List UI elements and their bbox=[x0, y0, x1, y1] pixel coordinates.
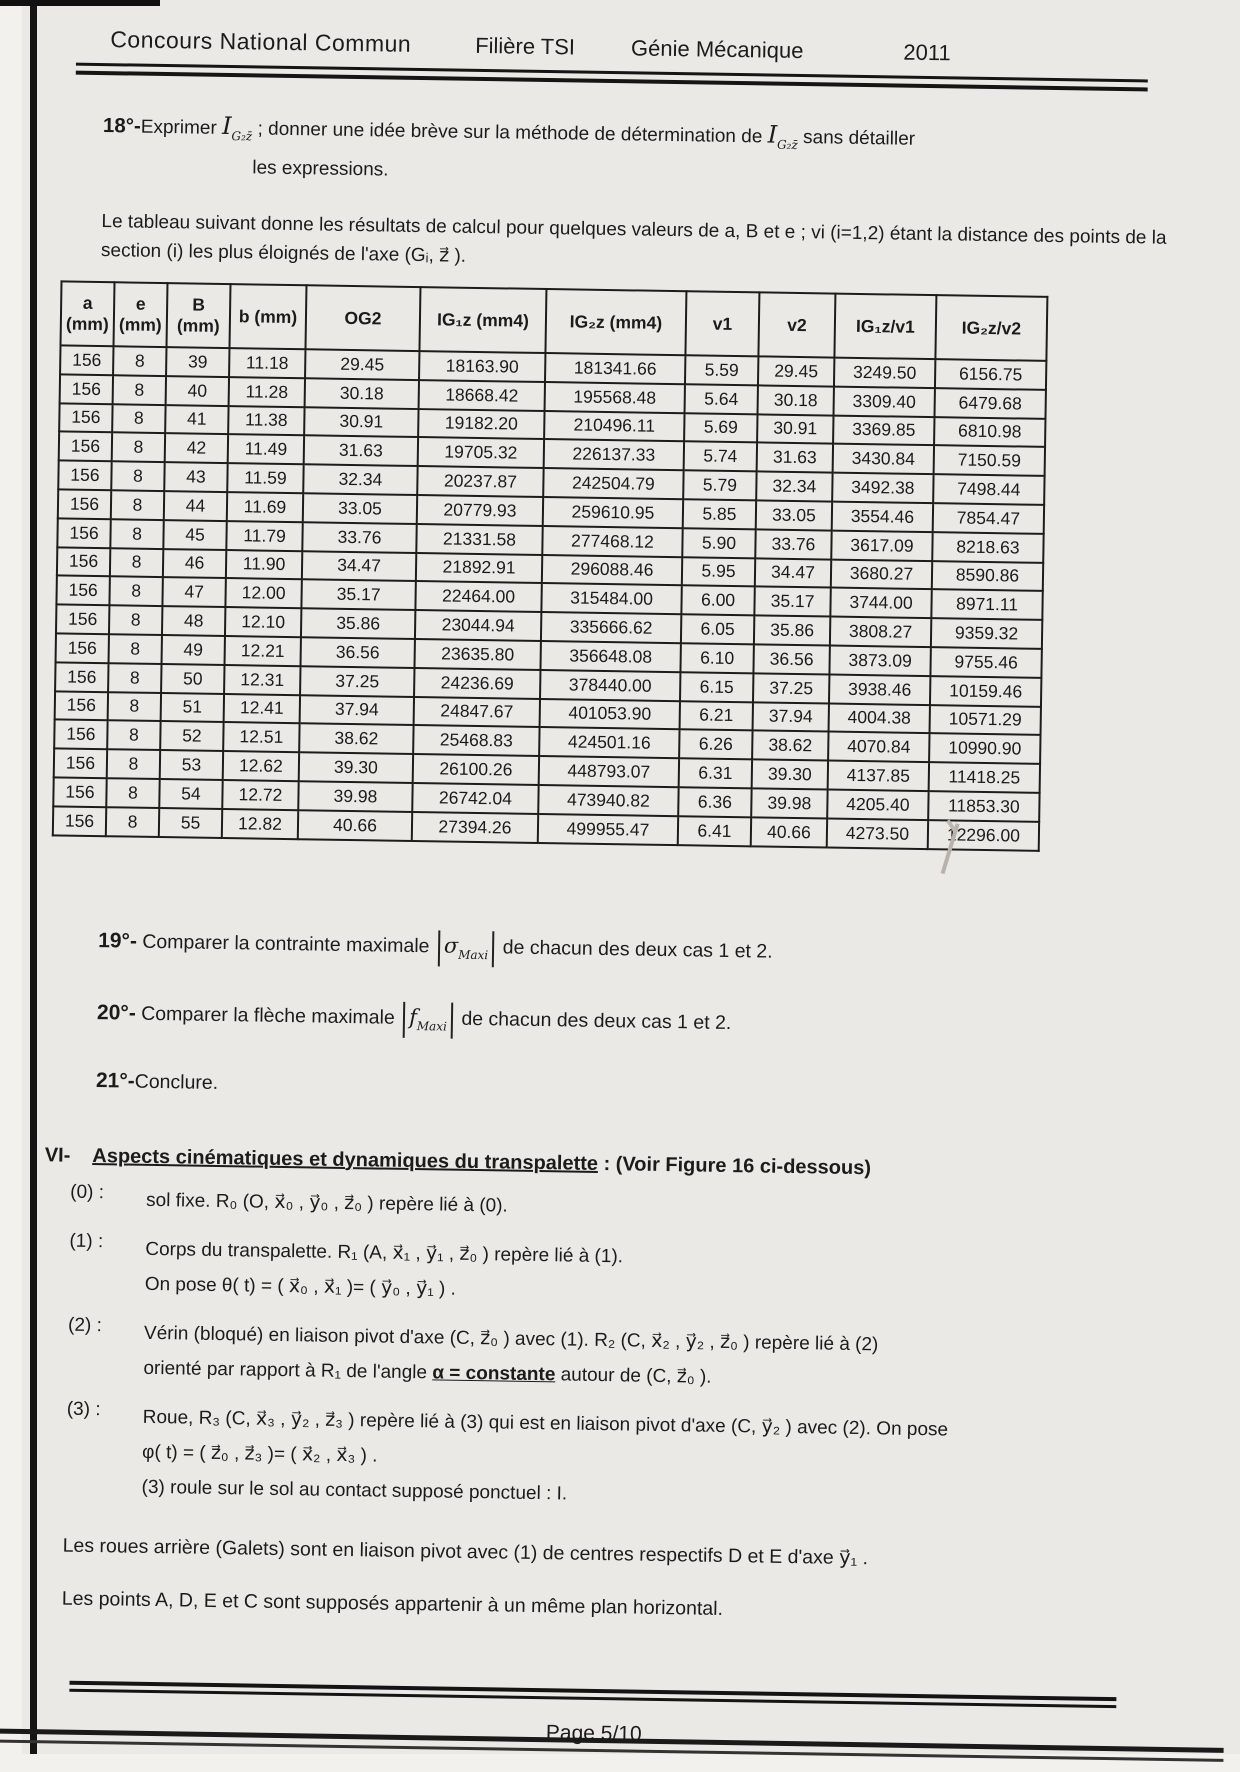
table-cell: 4137.85 bbox=[828, 761, 929, 791]
table-cell: 3430.84 bbox=[833, 444, 934, 474]
table-cell: 34.47 bbox=[302, 551, 416, 582]
table-cell: 33.05 bbox=[756, 500, 832, 530]
table-cell: 35.86 bbox=[301, 608, 415, 639]
table-cell: 8 bbox=[110, 548, 163, 578]
frame-item-text: orienté par rapport à R₁ de l'angle bbox=[143, 1357, 433, 1383]
table-cell: 6.26 bbox=[679, 730, 752, 760]
table-cell: 296088.46 bbox=[542, 555, 682, 586]
table-cell: 8590.86 bbox=[932, 561, 1043, 592]
table-cell: 5.79 bbox=[683, 470, 756, 500]
table-cell: 378440.00 bbox=[540, 670, 680, 701]
table-cell: 6.10 bbox=[680, 643, 753, 673]
question-18-line2: les expressions. bbox=[252, 157, 389, 181]
table-cell: 22464.00 bbox=[415, 581, 541, 612]
table-cell: 40.66 bbox=[751, 817, 827, 847]
table-cell: 473940.82 bbox=[538, 785, 678, 816]
table-cell: 6.00 bbox=[681, 586, 754, 616]
inertia-symbol: I bbox=[767, 120, 778, 149]
table-cell: 9755.46 bbox=[930, 647, 1041, 678]
footer-divider bbox=[69, 1680, 1116, 1707]
table-cell: 43 bbox=[164, 462, 227, 492]
frame-item-label: (2) : bbox=[67, 1314, 103, 1336]
question-19-text: de chacun des deux cas 1 et 2. bbox=[497, 935, 773, 963]
table-cell: 11.69 bbox=[227, 492, 303, 522]
section-vi-heading bbox=[45, 1144, 1183, 1185]
frame-item-2 bbox=[67, 1314, 1180, 1401]
filiere-label: Filière TSI bbox=[474, 32, 576, 60]
table-cell: 6.41 bbox=[678, 816, 751, 846]
table-cell: 156 bbox=[55, 691, 108, 721]
table-cell: 156 bbox=[60, 374, 113, 404]
table-cell: 29.45 bbox=[305, 349, 419, 380]
frame-item-label: (0) : bbox=[70, 1181, 105, 1203]
table-cell: 39.98 bbox=[751, 788, 827, 818]
table-cell: 47 bbox=[162, 577, 225, 607]
table-cell: 7150.59 bbox=[934, 446, 1045, 477]
table-cell: 5.74 bbox=[684, 442, 757, 472]
question-21 bbox=[96, 1069, 1224, 1111]
table-cell: 6.21 bbox=[680, 701, 753, 731]
table-cell: 39.30 bbox=[752, 759, 828, 789]
column-header: IG₂z (mm4) bbox=[545, 289, 686, 355]
table-cell: 3492.38 bbox=[832, 473, 933, 503]
column-header: v1 bbox=[685, 291, 759, 356]
table-cell: 32.34 bbox=[756, 472, 832, 502]
table-cell: 156 bbox=[57, 547, 110, 577]
table-cell: 4205.40 bbox=[827, 789, 928, 819]
inertia-subscript: G₂z̄ bbox=[776, 137, 798, 152]
table-cell: 3249.50 bbox=[834, 358, 935, 388]
table-cell: 12.72 bbox=[222, 780, 298, 810]
table-cell: 156 bbox=[60, 345, 113, 375]
table-cell: 29.45 bbox=[758, 356, 834, 386]
table-cell: 3808.27 bbox=[830, 617, 931, 647]
table-cell: 11.38 bbox=[228, 406, 304, 436]
table-cell: 35.86 bbox=[754, 616, 830, 646]
frame-item-label: (3) : bbox=[66, 1398, 101, 1420]
table-cell: 401053.90 bbox=[540, 699, 680, 730]
page-number: Page 5/10 bbox=[545, 1720, 642, 1746]
table-cell: 5.59 bbox=[685, 355, 758, 385]
table-cell: 25468.83 bbox=[413, 725, 539, 756]
table-cell: 8 bbox=[113, 375, 166, 405]
table-cell: 30.91 bbox=[304, 407, 418, 438]
inertia-subscript: G₂z̄ bbox=[231, 129, 253, 144]
table-cell: 8 bbox=[109, 605, 162, 635]
frame-item-text: sol fixe. R₀ (O, x⃗₀ , y⃗₀ , z⃗₀ ) repère lié à (0). bbox=[145, 1189, 508, 1217]
maxi-subscript: Maxi bbox=[416, 1018, 447, 1034]
table-cell: 40.66 bbox=[298, 810, 412, 841]
table-cell: 12.21 bbox=[225, 636, 301, 666]
table-cell: 12.41 bbox=[224, 694, 300, 724]
table-cell: 12.31 bbox=[224, 665, 300, 695]
sigma-symbol: σ bbox=[443, 933, 459, 958]
table-cell: 33.76 bbox=[302, 522, 416, 553]
table-cell: 20237.87 bbox=[417, 466, 543, 497]
question-18-number: 18°- bbox=[102, 114, 141, 138]
table-cell: 499955.47 bbox=[538, 814, 678, 845]
table-cell: 3938.46 bbox=[829, 674, 930, 704]
table-cell: 8 bbox=[108, 692, 161, 722]
table-cell: 8 bbox=[112, 433, 165, 463]
table-cell: 45 bbox=[163, 520, 226, 550]
table-cell: 12.62 bbox=[223, 751, 299, 781]
table-cell: 38.62 bbox=[752, 731, 828, 761]
table-cell: 11418.25 bbox=[929, 762, 1040, 793]
table-cell: 30.91 bbox=[757, 414, 833, 444]
question-18 bbox=[102, 109, 1169, 198]
table-cell: 156 bbox=[57, 518, 110, 548]
table-cell: 7498.44 bbox=[933, 474, 1044, 505]
table-cell: 27394.26 bbox=[412, 812, 538, 843]
question-21-text: Conclure. bbox=[134, 1070, 219, 1094]
question-18-text: sans détailler bbox=[797, 126, 916, 150]
table-cell: 42 bbox=[165, 433, 228, 463]
table-cell: 6.31 bbox=[679, 758, 752, 788]
table-cell: 5.64 bbox=[685, 384, 758, 414]
table-cell: 8 bbox=[111, 461, 164, 491]
maxi-subscript: Maxi bbox=[458, 947, 489, 962]
inertia-symbol: I bbox=[221, 111, 232, 141]
table-cell: 5.95 bbox=[682, 557, 755, 587]
table-cell: 8 bbox=[109, 634, 162, 664]
table-cell: 37.94 bbox=[300, 695, 414, 726]
table-cell: 356648.08 bbox=[540, 641, 680, 672]
table-cell: 156 bbox=[55, 662, 108, 692]
table-cell: 11.79 bbox=[226, 521, 302, 551]
table-cell: 11.18 bbox=[229, 348, 305, 378]
table-cell: 3680.27 bbox=[831, 559, 932, 589]
table-cell: 40 bbox=[166, 376, 229, 406]
table-cell: 39 bbox=[166, 347, 229, 377]
table-cell: 41 bbox=[165, 405, 228, 435]
table-cell: 33.76 bbox=[755, 529, 831, 559]
table-cell: 39.98 bbox=[298, 781, 412, 812]
frame-item-text: On pose θ( t) = ( x⃗₀ , x⃗₁ )= ( y⃗₀ , y⃗₁ ) . bbox=[144, 1273, 457, 1300]
table-cell: 12.51 bbox=[223, 722, 299, 752]
question-20-text: de chacun des deux cas 1 et 2. bbox=[455, 1007, 732, 1034]
column-header: v2 bbox=[758, 292, 835, 357]
table-cell: 6810.98 bbox=[934, 417, 1045, 448]
note-horizontal-plane: Les points A, D, E et C sont supposés appartenir à un même plan horizontal. bbox=[61, 1587, 724, 1620]
frame-item-text: Roue, R₃ (C, x⃗₃ , y⃗₂ , z⃗₃ ) repère lié à (3) qui est en liaison pivot d'axe (C, y⃗₂ ) avec (2). On pose bbox=[142, 1406, 949, 1441]
table-intro-paragraph: Le tableau suivant donne les résultats de calcul pour quelques valeurs de a, B et e ; vi (i=1,2) étant la distance des points de la section (i) les plus éloignés de l'axe (Gᵢ, z⃗ ). bbox=[100, 211, 1167, 267]
table-cell: 55 bbox=[159, 808, 222, 838]
table-cell: 31.63 bbox=[757, 443, 833, 473]
table-cell: 10990.90 bbox=[929, 733, 1040, 764]
table-cell: 8 bbox=[110, 519, 163, 549]
table-cell: 156 bbox=[58, 461, 111, 491]
column-header: b (mm) bbox=[229, 284, 306, 349]
table-cell: 9359.32 bbox=[931, 618, 1042, 649]
table-cell: 49 bbox=[162, 635, 225, 665]
table-cell: 156 bbox=[56, 633, 109, 663]
table-cell: 26100.26 bbox=[413, 754, 539, 785]
column-header: IG₁z (mm4) bbox=[419, 287, 546, 353]
note-rear-wheels: Les roues arrière (Galets) sont en liaison pivot avec (1) de centres respectifs D et E d'axe y⃗₁ . bbox=[62, 1534, 869, 1569]
frame-item-text: autour de (C, z⃗₀ ). bbox=[555, 1363, 712, 1388]
table-cell: 32.34 bbox=[303, 464, 417, 495]
table-cell: 3617.09 bbox=[831, 530, 932, 560]
table-cell: 51 bbox=[161, 693, 224, 723]
table-cell: 44 bbox=[164, 491, 227, 521]
table-cell: 156 bbox=[58, 489, 111, 519]
table-cell: 37.94 bbox=[753, 702, 829, 732]
frame-item-3 bbox=[65, 1398, 1179, 1520]
table-cell: 37.25 bbox=[300, 666, 414, 697]
table-cell: 35.17 bbox=[754, 587, 830, 617]
table-cell: 23635.80 bbox=[414, 639, 540, 670]
question-19-number: 19°- bbox=[97, 928, 138, 953]
table-cell: 24236.69 bbox=[414, 668, 540, 699]
frame-item-0 bbox=[70, 1181, 1182, 1233]
table-cell: 8 bbox=[106, 778, 159, 808]
f-symbol: f bbox=[409, 1004, 418, 1029]
table-cell: 8 bbox=[107, 721, 160, 751]
table-cell: 31.63 bbox=[304, 436, 418, 467]
table-cell: 8218.63 bbox=[932, 532, 1043, 563]
table-cell: 12.82 bbox=[222, 809, 298, 839]
table-cell: 156 bbox=[59, 403, 112, 433]
section-vi-number: VI- bbox=[44, 1143, 71, 1167]
year-label: 2011 bbox=[903, 39, 951, 66]
frame-item-label: (1) : bbox=[69, 1230, 104, 1252]
table-cell: 156 bbox=[53, 806, 106, 836]
table-cell: 4273.50 bbox=[827, 818, 928, 848]
table-cell: 54 bbox=[159, 779, 222, 809]
table-cell: 19182.20 bbox=[418, 409, 544, 440]
column-header: B (mm) bbox=[166, 283, 230, 348]
question-19 bbox=[98, 925, 1226, 979]
table-cell: 3369.85 bbox=[833, 415, 934, 445]
table-cell: 26742.04 bbox=[412, 783, 538, 814]
absolute-value-f-maxi bbox=[403, 1001, 453, 1038]
table-cell: 11.59 bbox=[227, 463, 303, 493]
frame-item-1 bbox=[69, 1230, 1182, 1317]
table-cell: 335666.62 bbox=[541, 612, 681, 643]
table-cell: 210496.11 bbox=[544, 411, 684, 442]
table-cell: 4070.84 bbox=[828, 732, 929, 762]
table-cell: 10159.46 bbox=[930, 676, 1041, 707]
exam-title: Concours National Commun bbox=[110, 26, 412, 57]
table-cell: 48 bbox=[162, 606, 225, 636]
table-cell: 6479.68 bbox=[934, 388, 1045, 419]
table-cell: 35.17 bbox=[301, 580, 415, 611]
table-cell: 156 bbox=[59, 432, 112, 462]
frame-item-text: Corps du transpalette. R₁ (A, x⃗₁ , y⃗₁ , z⃗₀ ) repère lié à (1). bbox=[145, 1238, 624, 1267]
frame-item-text: (3) roule sur le sol au contact supposé ponctuel : I. bbox=[141, 1476, 568, 1505]
table-cell: 12.00 bbox=[225, 578, 301, 608]
table-cell: 30.18 bbox=[305, 378, 419, 409]
table-cell: 36.56 bbox=[301, 637, 415, 668]
table-cell: 11.28 bbox=[229, 377, 305, 407]
table-cell: 33.05 bbox=[303, 493, 417, 524]
table-cell: 315484.00 bbox=[541, 583, 681, 614]
table-cell: 156 bbox=[54, 749, 107, 779]
table-cell: 12296.00 bbox=[928, 820, 1039, 851]
table-cell: 24847.67 bbox=[414, 697, 540, 728]
table-cell: 242504.79 bbox=[543, 468, 683, 499]
table-cell: 5.69 bbox=[684, 413, 757, 443]
table-cell: 11853.30 bbox=[928, 791, 1039, 822]
table-cell: 18668.42 bbox=[419, 380, 545, 411]
table-cell: 226137.33 bbox=[544, 439, 684, 470]
question-18-text: Exprimer bbox=[140, 116, 223, 139]
table-cell: 7854.47 bbox=[933, 503, 1044, 534]
table-cell: 8 bbox=[108, 663, 161, 693]
table-cell: 36.56 bbox=[753, 644, 829, 674]
column-header: OG2 bbox=[305, 285, 420, 351]
section-vi-title-rest: : (Voir Figure 16 ci-dessous) bbox=[597, 1152, 872, 1179]
table-cell: 50 bbox=[161, 664, 224, 694]
table-cell: 3554.46 bbox=[832, 502, 933, 532]
question-21-number: 21°- bbox=[95, 1068, 135, 1093]
results-table bbox=[52, 280, 1049, 851]
table-cell: 6.36 bbox=[678, 787, 751, 817]
column-header: a (mm) bbox=[61, 281, 115, 346]
table-cell: 39.30 bbox=[299, 752, 413, 783]
table-cell: 34.47 bbox=[755, 558, 831, 588]
table-cell: 12.10 bbox=[225, 607, 301, 637]
table-cell: 3744.00 bbox=[830, 588, 931, 618]
table-cell: 5.85 bbox=[683, 499, 756, 529]
question-20-text: Comparer la flèche maximale bbox=[135, 1002, 401, 1029]
table-cell: 8 bbox=[109, 577, 162, 607]
table-cell: 3309.40 bbox=[834, 386, 935, 416]
table-cell: 8 bbox=[111, 490, 164, 520]
subject-label: Génie Mécanique bbox=[630, 35, 804, 64]
table-cell: 53 bbox=[160, 750, 223, 780]
document-header bbox=[110, 26, 1180, 70]
table-cell: 4004.38 bbox=[829, 703, 930, 733]
table-cell: 46 bbox=[163, 549, 226, 579]
absolute-value-sigma-maxi bbox=[438, 930, 495, 967]
table-cell: 19705.32 bbox=[418, 437, 544, 468]
alpha-constant-emphasis: α = constante bbox=[432, 1361, 556, 1385]
column-header: IG₁z/v1 bbox=[834, 294, 936, 360]
table-cell: 277468.12 bbox=[542, 526, 682, 557]
table-cell: 20779.93 bbox=[417, 495, 543, 526]
table-cell: 156 bbox=[54, 720, 107, 750]
table-cell: 8971.11 bbox=[931, 590, 1042, 621]
table-cell: 38.62 bbox=[299, 724, 413, 755]
table-cell: 23044.94 bbox=[415, 610, 541, 641]
question-19-text: Comparer la contrainte maximale bbox=[136, 930, 436, 957]
table-cell: 37.25 bbox=[753, 673, 829, 703]
table-cell: 18163.90 bbox=[419, 351, 545, 382]
table-cell: 424501.16 bbox=[539, 727, 679, 758]
table-cell: 259610.95 bbox=[543, 497, 683, 528]
question-20-number: 20°- bbox=[96, 1000, 136, 1025]
frame-item-text: φ( t) = ( z⃗₀ , z⃗₃ )= ( x⃗₂ , x⃗₃ ) . bbox=[141, 1441, 378, 1467]
table-cell: 8 bbox=[107, 749, 160, 779]
table-cell: 6.15 bbox=[680, 672, 753, 702]
table-cell: 11.49 bbox=[228, 434, 304, 464]
question-18-text: ; donner une idée brève sur la méthode de détermination de bbox=[252, 118, 768, 148]
question-20 bbox=[97, 997, 1225, 1051]
table-cell: 181341.66 bbox=[545, 353, 685, 384]
column-header: e (mm) bbox=[114, 282, 168, 347]
column-header: IG₂z/v2 bbox=[935, 295, 1047, 361]
table-cell: 21331.58 bbox=[416, 524, 542, 555]
table-cell: 21892.91 bbox=[416, 553, 542, 584]
frame-item-text: Vérin (bloqué) en liaison pivot d'axe (C, z⃗₀ ) avec (1). R₂ (C, x⃗₂ , y⃗₂ , z⃗₀ ) repère lié à (2) bbox=[143, 1322, 879, 1355]
table-cell: 30.18 bbox=[758, 385, 834, 415]
table-cell: 8 bbox=[113, 346, 166, 376]
table-cell: 52 bbox=[160, 721, 223, 751]
section-vi-title: Aspects cinématiques et dynamiques du transpalette bbox=[92, 1144, 599, 1175]
table-cell: 6.05 bbox=[681, 614, 754, 644]
table-cell: 5.90 bbox=[682, 528, 755, 558]
table-cell: 6156.75 bbox=[935, 359, 1046, 390]
table-cell: 156 bbox=[56, 576, 109, 606]
table-cell: 3873.09 bbox=[829, 646, 930, 676]
table-cell: 8 bbox=[106, 807, 159, 837]
table-cell: 448793.07 bbox=[539, 756, 679, 787]
table-cell: 10571.29 bbox=[930, 705, 1041, 736]
table-cell: 156 bbox=[56, 605, 109, 635]
table-cell: 156 bbox=[53, 777, 106, 807]
table-cell: 195568.48 bbox=[545, 382, 685, 413]
table-cell: 8 bbox=[112, 404, 165, 434]
table-cell: 11.90 bbox=[226, 550, 302, 580]
